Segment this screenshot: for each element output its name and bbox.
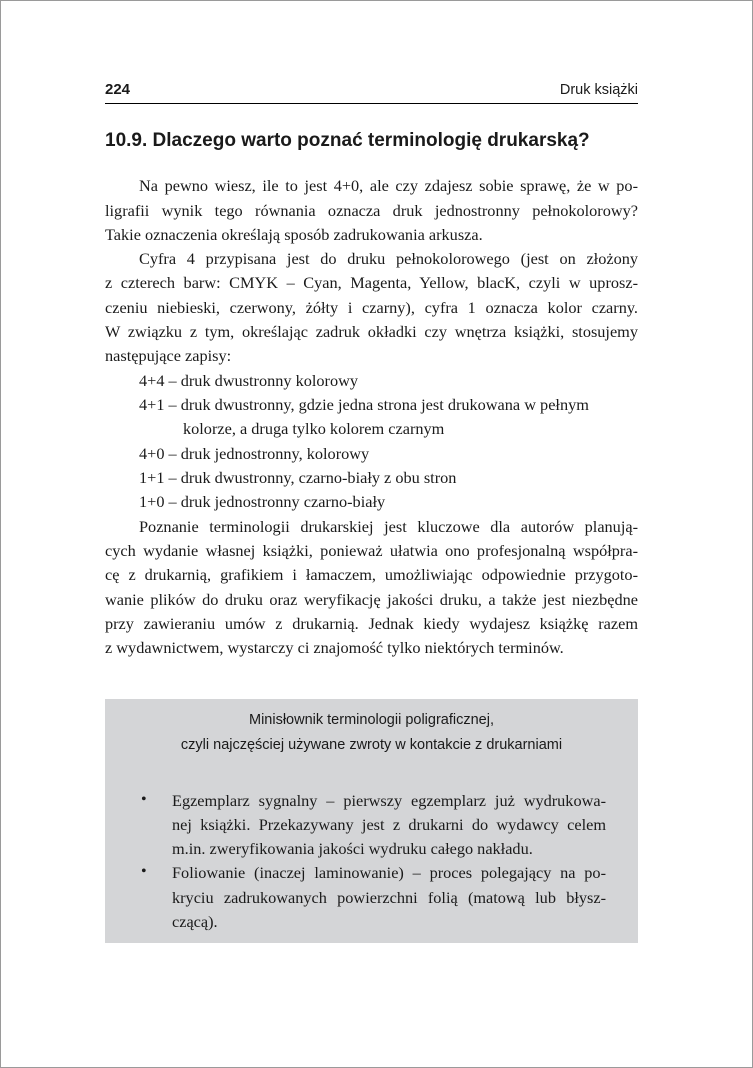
glossary-title: Minisłownik terminologii poligraficznej, — [249, 712, 494, 728]
print-code-item: 4+0 – druk jednostronny, kolorowy — [139, 444, 370, 463]
paragraph-line: ligrafii wynik tego równania oznacza druk jednostronny pełnokolorowy? — [105, 201, 638, 220]
paragraph-line: Na pewno wiesz, ile to jest 4+0, ale czy zdajesz sobie sprawę, że w po- — [139, 176, 638, 195]
paragraph-line: przy zawieraniu umów z drukarnią. Jednak kiedy wydajesz książkę razem — [105, 614, 638, 633]
section-heading: 10.9. Dlaczego warto poznać terminologię drukarską? — [105, 130, 590, 151]
paragraph-line: Cyfra 4 przypisana jest do druku pełnokolorowego (jest on złożony — [139, 249, 638, 268]
paragraph-line: z wydawnictwem, wystarczy ci znajomość tylko niektórych terminów. — [105, 638, 564, 657]
print-code-item: 4+1 – druk dwustronny, gdzie jedna strona jest drukowana w pełnym — [139, 395, 589, 414]
print-code-item-continuation: kolorze, a druga tylko kolorem czarnym — [183, 419, 445, 438]
paragraph-line: cych wydanie własnej książki, ponieważ ułatwia ono profesjonalną współpra- — [105, 541, 638, 560]
paragraph-line: Poznanie terminologii drukarskiej jest kluczowe dla autorów planują- — [139, 517, 638, 536]
glossary-item-line: m.in. zweryfikowania jakości wydruku całego nakładu. — [172, 839, 533, 858]
running-header — [105, 78, 638, 104]
glossary-item-line: Egzemplarz sygnalny – pierwszy egzemplarz już wydrukowa- — [172, 791, 606, 810]
bullet-icon: • — [141, 791, 147, 808]
paragraph-line: wanie plików do druku oraz weryfikację jakości druku, a także jest niezbędne — [105, 590, 638, 609]
page-number: 224 — [105, 81, 131, 98]
paragraph-line: Takie oznaczenia określają sposób zadrukowania arkusza. — [105, 225, 483, 244]
glossary-subtitle: czyli najczęściej używane zwroty w kontakcie z drukarniami — [180, 737, 563, 753]
glossary-item-line: czącą). — [172, 912, 218, 931]
paragraph-line: z czterech barw: CMYK – Cyan, Magenta, Yellow, blacK, czyli w uprosz- — [105, 273, 638, 292]
glossary-item-line: nej książki. Przekazywany jest z drukarni do wydawcy celem — [172, 815, 606, 834]
glossary-item-line: kryciu zadrukowanych powierzchni folią (matową lub błysz- — [172, 888, 606, 907]
print-code-item: 4+4 – druk dwustronny kolorowy — [139, 371, 359, 390]
running-title: Druk książki — [559, 82, 638, 98]
paragraph-line: cę z drukarnią, grafikiem i łamaczem, umożliwiając odpowiednie przygoto- — [105, 565, 638, 584]
glossary-item-line: Foliowanie (inaczej laminowanie) – proces polegający na po- — [172, 863, 606, 882]
paragraph-line: W związku z tym, określając zadruk okładki czy wnętrza książki, stosujemy — [105, 322, 638, 341]
paragraph-line: następujące zapisy: — [105, 346, 232, 365]
print-code-item: 1+0 – druk jednostronny czarno-biały — [139, 492, 386, 511]
paragraph-line: czeniu niebieski, czerwony, żółty i czarny), cyfra 1 oznacza kolor czarny. — [105, 298, 638, 317]
bullet-icon: • — [141, 863, 147, 880]
print-code-item: 1+1 – druk dwustronny, czarno-biały z obu stron — [139, 468, 457, 487]
